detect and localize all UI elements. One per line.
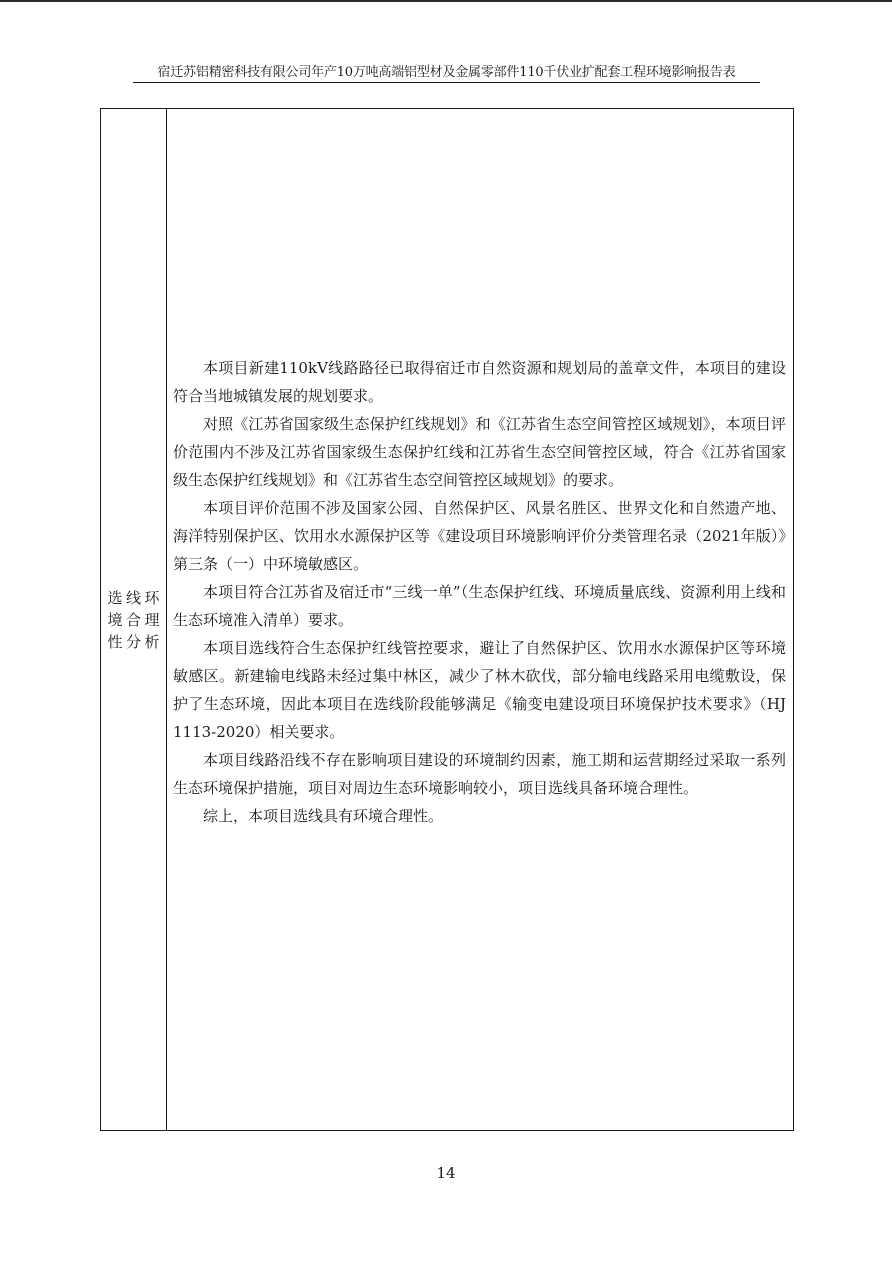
header-underline [133,82,760,83]
page-number: 14 [436,1164,456,1182]
column-divider [166,109,167,1130]
row-label: 选线环境合理性分析 [107,588,160,651]
paragraph-sensitive-areas: 本项目评价范围不涉及国家公园、自然保护区、风景名胜区、世界文化和自然遗产地、海洋特别保护区、饮用水水源保护区等《建设项目环境影响评价分类管理名录（2021年版）》第三条（一）中环境敏感区。 [173,499,786,573]
row-label-cell [101,109,166,1130]
paragraph-three-lines: 本项目符合江苏省及宿迁市“三线一单”（生态保护红线、环境质量底线、资源利用上线和生态环境准入清单）要求。 [173,583,786,629]
paragraph-red-line: 对照《江苏省国家级生态保护红线规划》和《江苏省生态空间管控区域规划》，本项目评价范围内不涉及江苏省国家级生态保护红线和江苏省生态空间管控区域，符合《江苏省国家级生态保护红线规划》和《江苏省生态空间管控区域规划》的要求。 [173,415,786,489]
content-cell [173,354,786,830]
paragraph-conclusion: 综上，本项目选线具有环境合理性。 [203,807,444,825]
paragraph-planning: 本项目新建110kV线路路径已取得宿迁市自然资源和规划局的盖章文件，本项目的建设符合当地城镇发展的规划要求。 [173,359,786,405]
page-header-title: 宿迁苏铝精密科技有限公司年产10万吨高端铝型材及金属零部件110千伏业扩配套工程环境影响报告表 [157,65,736,80]
top-border-line [0,0,892,2]
analysis-table [100,108,794,1131]
paragraph-constraints: 本项目线路沿线不存在影响项目建设的环境制约因素，施工期和运营期经过采取一系列生态环境保护措施，项目对周边生态环境影响较小，项目选线具备环境合理性。 [173,751,786,797]
paragraph-route-selection: 本项目选线符合生态保护红线管控要求，避让了自然保护区、饮用水水源保护区等环境敏感区。新建输电线路未经过集中林区，减少了林木砍伐，部分输电线路采用电缆敷设，保护了生态环境，因此本项目在选线阶段能够满足《输变电建设项目环境保护技术要求》（HJ 1113-2020）相关要求。 [173,639,786,741]
